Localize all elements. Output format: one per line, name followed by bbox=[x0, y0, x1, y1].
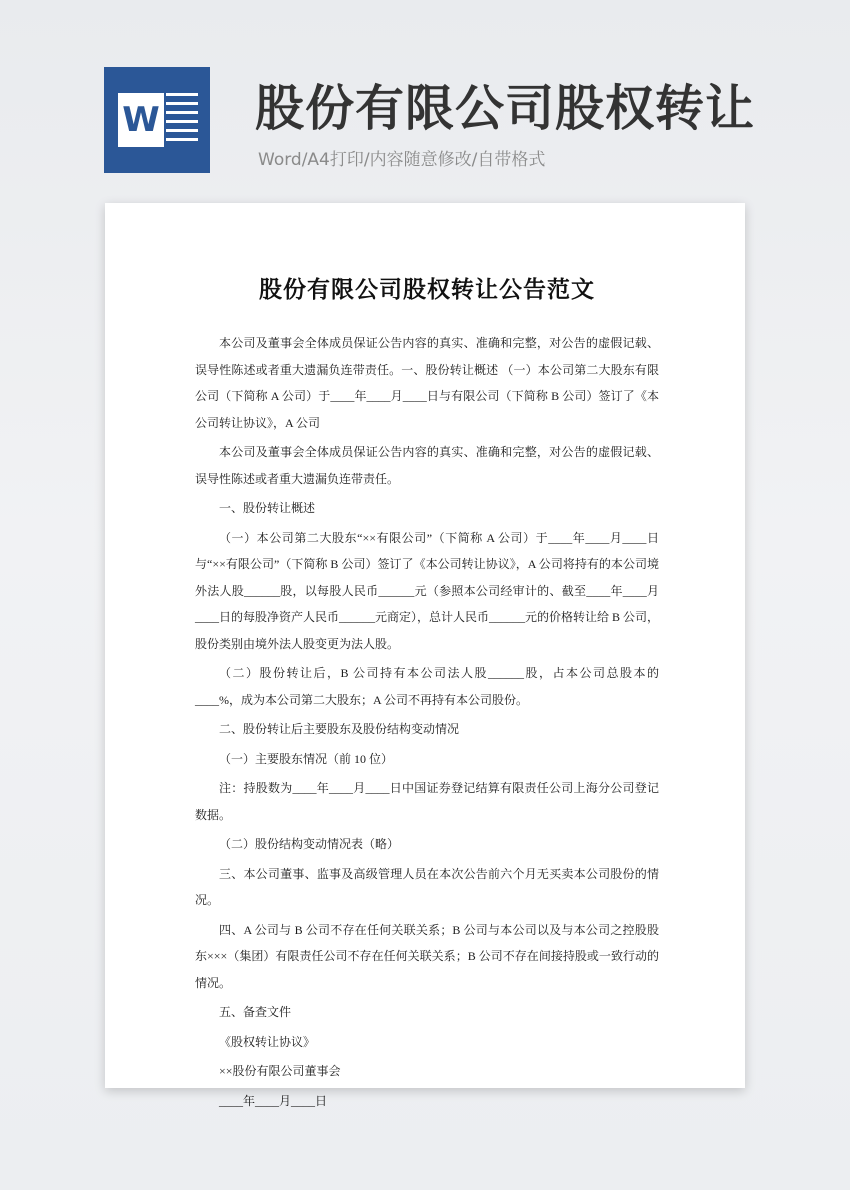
paragraph: 本公司及董事会全体成员保证公告内容的真实、准确和完整，对公告的虚假记载、误导性陈述或者重大遗漏负连带责任。一、股份转让概述 （一）本公司第二大股东有限公司（下简称 A 公司）于____年____月____日与有限公司（下简称 B 公司）签订了《本公司转让协议》，A 公司 bbox=[195, 336, 659, 430]
word-w-letter: W bbox=[118, 93, 164, 147]
section-heading: 五、备查文件 bbox=[219, 1005, 292, 1019]
reference-document: 《股权转让协议》 bbox=[219, 1034, 316, 1049]
document-page bbox=[105, 203, 745, 1108]
word-document-icon bbox=[104, 67, 210, 173]
document-lines-icon bbox=[166, 93, 198, 147]
section-heading: 二、股份转让后主要股东及股份结构变动情况 bbox=[219, 722, 460, 736]
paragraph: （一）主要股东情况（前 10 位） bbox=[219, 751, 394, 766]
paragraph: （二）股份转让后，B 公司持有本公司法人股______股，占本公司总股本的____%，成为本公司第二大股东；A 公司不再持有本公司股份。 bbox=[195, 666, 659, 707]
section-heading: 一、股份转让概述 bbox=[219, 501, 316, 515]
paragraph: （一）本公司第二大股东“××有限公司”（下简称 A 公司）于____年____月____日与“××有限公司”（下简称 B 公司）签订了《本公司转让协议》，A 公司将持有的本公司境外法人股______股，以每股人民币______元（参照本公司经审计的、截至____年____月____日的每股净资产人民币______元商定），总计人民币______元的价格转让给 B 公司，股份类别由境外法人股变更为法人股。 bbox=[195, 530, 660, 651]
paragraph: 四、A 公司与 B 公司不存在任何关联关系；B 公司与本公司以及与本公司之控股股东×××（集团）有限责任公司不存在任何关联关系；B 公司不存在间接持股或一致行动的情况。 bbox=[195, 922, 659, 990]
paragraph: 本公司及董事会全体成员保证公告内容的真实、准确和完整，对公告的虚假记载、误导性陈述或者重大遗漏负连带责任。 bbox=[195, 445, 659, 486]
paragraph: 三、本公司董事、监事及高级管理人员在本次公告前六个月无买卖本公司股份的情况。 bbox=[195, 866, 659, 907]
paragraph: （二）股份结构变动情况表（略） bbox=[219, 837, 400, 851]
banner-title: 股份有限公司股权转让 bbox=[255, 80, 756, 137]
document-title: 股份有限公司股权转让公告范文 bbox=[259, 276, 595, 303]
paragraph: 注：持股数为____年____月____日中国证券登记结算有限责任公司上海分公司登记数据。 bbox=[195, 781, 659, 822]
banner-subtitle: Word/A4打印/内容随意修改/自带格式 bbox=[258, 150, 546, 170]
signature-board: ××股份有限公司董事会 bbox=[219, 1064, 341, 1078]
signature-date: ____年____月____日 bbox=[219, 1093, 328, 1108]
